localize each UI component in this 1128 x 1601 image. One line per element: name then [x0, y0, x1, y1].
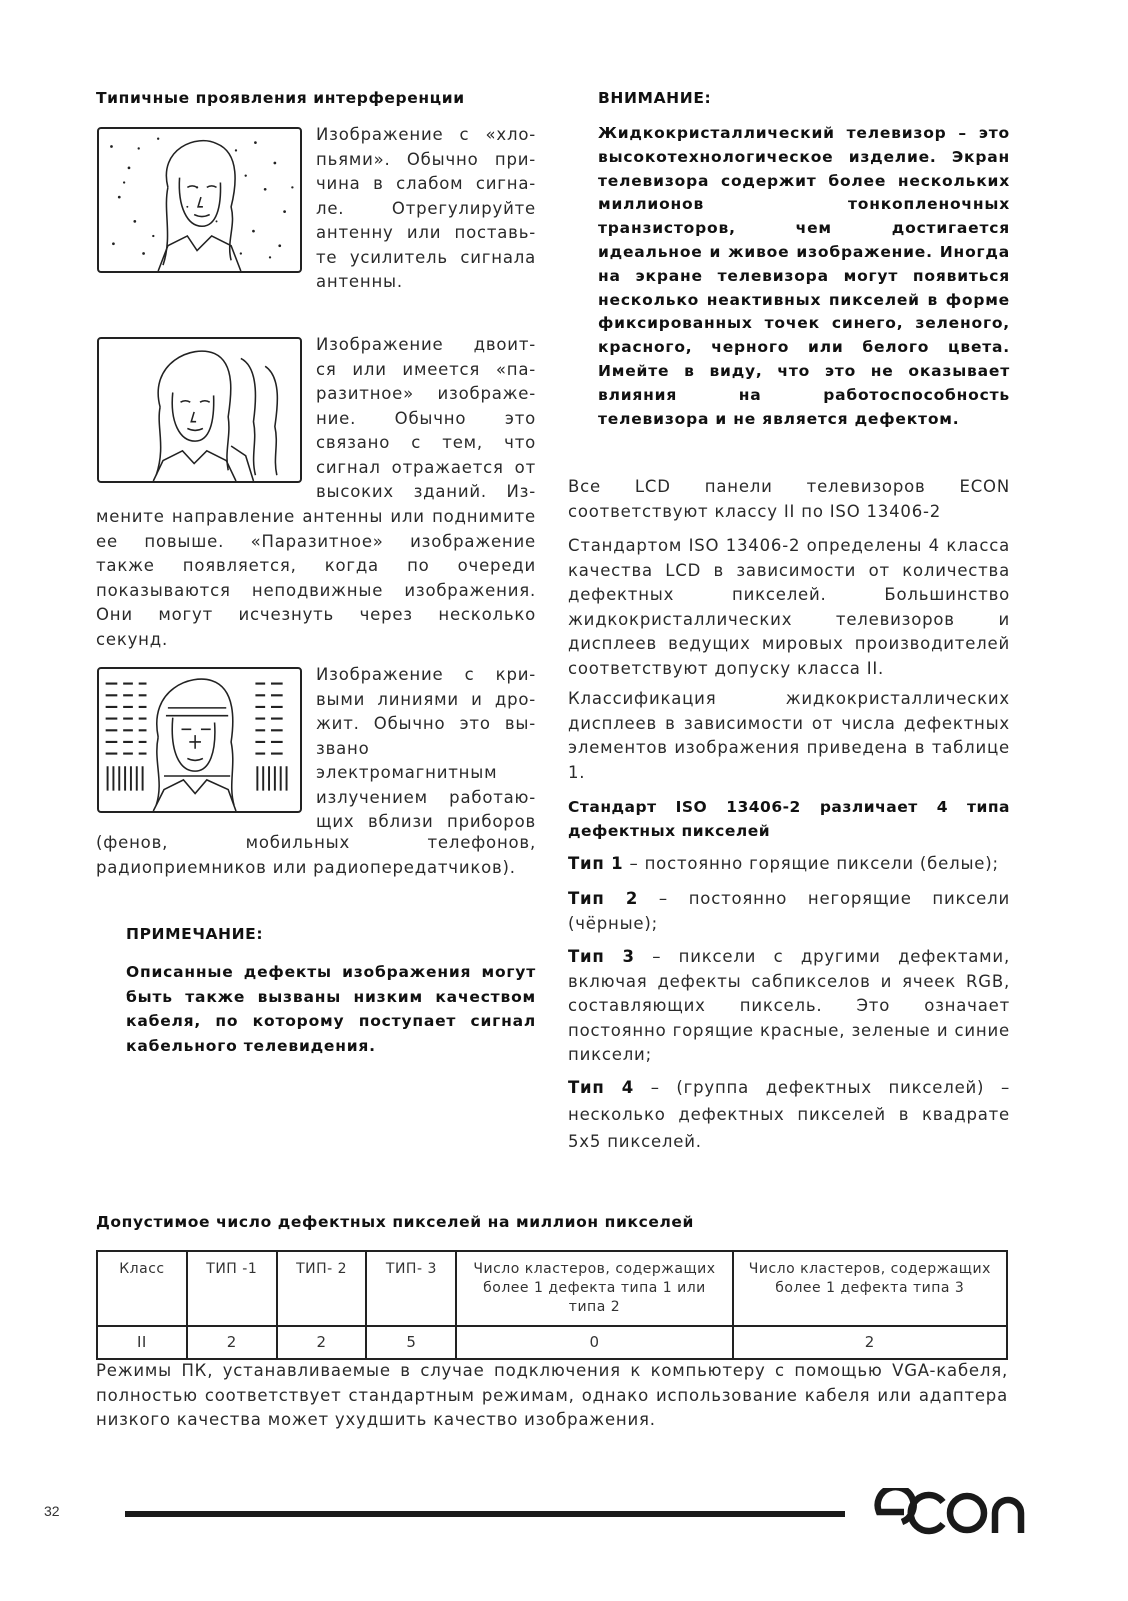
type-2-item — [568, 887, 1010, 936]
interference-face-picture — [97, 667, 302, 813]
type-3-item — [568, 945, 1010, 1068]
table-title: Допустимое число дефектных пикселей на миллион пикселей — [96, 1213, 695, 1231]
ghost-face-picture — [97, 337, 302, 483]
item2-line: ся или имеется «па- — [316, 359, 536, 379]
type-1-item — [568, 852, 1010, 877]
table-row — [97, 1326, 1007, 1359]
type-4-item — [568, 1074, 1010, 1155]
item2-line: сигнал отражается от — [316, 457, 536, 477]
item1-line: Изображение с «хло- — [316, 125, 536, 144]
item1-line: ле. Отрегулируйте — [316, 198, 536, 218]
item3-line: звано — [316, 738, 370, 758]
type-1-text: – постоянно горящие пиксели (белые); — [623, 854, 999, 873]
brand-text: econ — [873, 1488, 876, 1489]
item3-line: жит. Обычно это вы- — [316, 714, 536, 733]
defects-table — [96, 1250, 1008, 1360]
table-header-cell: ТИП- 2 — [277, 1251, 367, 1326]
note-heading: ПРИМЕЧАНИЕ: — [126, 925, 264, 943]
item1-line: пьями». Обычно при- — [316, 149, 536, 169]
item1-line: те усилитель сигнала — [316, 247, 536, 267]
type-3-label: Тип 3 — [568, 947, 635, 966]
footer-rule — [125, 1511, 845, 1517]
snow-face-picture — [97, 127, 302, 273]
lcd-class-paragraph: Все LCD панели телевизоров ECON соответствуют классу II по ISO 13406-2 — [568, 477, 1010, 521]
classification-paragraph: Классификация жидкокристаллических дисплеев в зависимости от числа дефектных элементов изображения приведена в таблице 1. — [568, 689, 1010, 782]
standard-types-heading: Стандарт ISO 13406-2 различает 4 типа дефектных пикселей — [568, 798, 1010, 840]
type-3-text: – пиксели с другими дефектами, включая дефекты сабпикселов и ячеек RGB, составляющих пиксель. Это означает постоянно горящие красные, зеленые и синие пиксели; — [568, 947, 1010, 1064]
item3-line: щих вблизи приборов — [316, 812, 536, 831]
table-header-cell: Число кластеров, содержащих более 1 дефекта типа 3 — [733, 1251, 1007, 1326]
table-header-cell: ТИП- 3 — [366, 1251, 456, 1326]
table-cell: 2 — [277, 1326, 367, 1359]
item3-side-text — [316, 663, 536, 835]
type-2-label: Тип 2 — [568, 889, 639, 908]
item1-line: чина в слабом сигна- — [316, 174, 536, 193]
item2-rest-text: мените направление антенны или поднимите ее повыше. «Паразитное» изображение также появляется, когда по очереди показываются неподвижные изображения. Они могут исчезнуть через несколько секунд. — [96, 507, 536, 649]
attention-text: Жидкокристаллический телевизор – это высокотехнологическое изделие. Экран телевизора содержит более нескольких миллионов тонкопленочных транзисторов, чем достигается идеальное и живое изображение. Иногда на экране телевизора могут появиться несколько неактивных пикселей в форме фиксированных точек синего, зеленого, красного, черного или белого цвета. Имейте в виду, что это не оказывает влияния на работоспособность телевизора и не является дефектом. — [598, 124, 1010, 428]
table-cell: II — [97, 1326, 187, 1359]
item3-line: излучением работаю- — [316, 787, 536, 807]
type-4-label: Тип 4 — [568, 1078, 635, 1097]
type-2-text: – постоянно негорящие пиксели (чёрные); — [568, 889, 1010, 933]
table-cell: 2 — [733, 1326, 1007, 1359]
econ-logo — [873, 1488, 1028, 1536]
table-cell: 2 — [187, 1326, 277, 1359]
table-header-cell: Число кластеров, содержащих более 1 дефекта типа 1 или типа 2 — [456, 1251, 732, 1326]
item2-line: разитное» изображе- — [316, 384, 536, 403]
attention-heading: ВНИМАНИЕ: — [598, 89, 712, 107]
item3-rest-text: (фенов, мобильных телефонов, радиоприемников или радиопередатчиков). — [96, 833, 536, 877]
item3-line: Изображение с кри- — [316, 665, 536, 684]
interference-heading: Типичные проявления интерференции — [96, 89, 465, 107]
item2-line: ние. Обычно это — [316, 408, 536, 428]
note-text: Описанные дефекты изображения могут быть также вызваны низким качеством кабеля, по которому поступает сигнал кабельного телевидения. — [126, 963, 536, 1055]
item1-line: антенны. — [316, 272, 403, 291]
type-1-label: Тип 1 — [568, 854, 624, 873]
item3-line: электромагнитным — [316, 763, 498, 782]
item2-line: высоких зданий. Из- — [316, 482, 536, 501]
type-4-text: – (группа дефектных пикселей) – несколько дефектных пикселей в квадрате 5х5 пикселей. — [568, 1078, 1010, 1151]
table-header-cell: ТИП -1 — [187, 1251, 277, 1326]
item2-line: связано с тем, что — [316, 433, 536, 452]
item2-line: Изображение двоит- — [316, 335, 536, 354]
standard-paragraph: Стандартом ISO 13406-2 определены 4 класса качества LCD в зависимости от количества дефектных пикселей. Большинство жидкокристаллических телевизоров и дисплеев ведущих мировых производителей соответствуют допуску класса II. — [568, 536, 1010, 678]
page-number: 32 — [44, 1503, 60, 1519]
footer-vga-text: Режимы ПК, устанавливаемые в случае подключения к компьютеру с помощью VGA-кабеля, полностью соответствует стандартным режимам, однако использование кабеля или адаптера низкого качества может ухудшить качество изображения. — [96, 1361, 1008, 1429]
table-header-cell: Класс — [97, 1251, 187, 1326]
item1-line: антенну или поставь- — [316, 223, 536, 242]
table-cell: 0 — [456, 1326, 732, 1359]
item2-side-text — [316, 333, 536, 505]
item1-side-text — [316, 123, 536, 295]
item3-line: выми линиями и дро- — [316, 689, 536, 709]
table-header-row — [97, 1251, 1007, 1326]
table-cell: 5 — [366, 1326, 456, 1359]
